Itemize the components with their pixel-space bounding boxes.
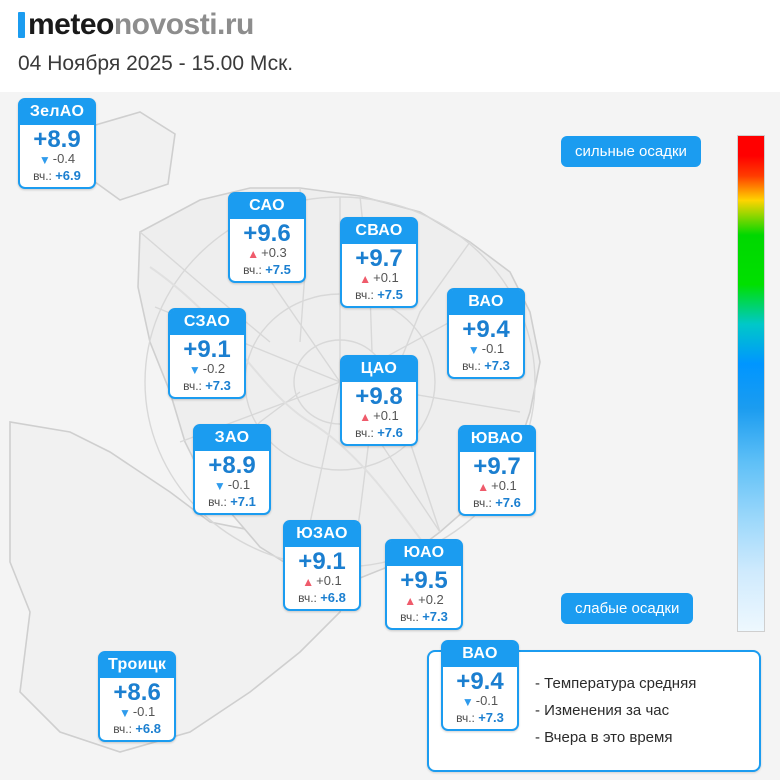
district-yesterday bbox=[460, 494, 534, 510]
district-box-vao[interactable] bbox=[447, 288, 525, 379]
arrow-up-icon: ▲ bbox=[302, 574, 315, 589]
legend-light-precip: слабые осадки bbox=[561, 593, 693, 624]
yesterday-value: +6.9 bbox=[55, 167, 81, 183]
district-change-value: +0.3 bbox=[261, 245, 287, 261]
yesterday-label: вч.: bbox=[243, 262, 262, 277]
district-temp: +9.7 bbox=[473, 453, 521, 480]
district-name: ЗелАО bbox=[20, 100, 94, 125]
district-box-troick[interactable] bbox=[98, 651, 176, 742]
district-temp: +9.5 bbox=[400, 567, 448, 594]
district-name: Троицк bbox=[100, 653, 174, 678]
district-yesterday bbox=[170, 377, 244, 393]
district-temp: +8.6 bbox=[113, 679, 161, 706]
district-name: ЦАО bbox=[342, 357, 416, 382]
district-yesterday bbox=[285, 589, 359, 605]
district-yesterday bbox=[449, 357, 523, 373]
district-yesterday bbox=[195, 493, 269, 509]
district-name: ВАО bbox=[443, 642, 517, 667]
district-box-yuvao[interactable] bbox=[458, 425, 536, 516]
district-box-zao[interactable] bbox=[193, 424, 271, 515]
district-name: СЗАО bbox=[170, 310, 244, 335]
district-temp: +9.6 bbox=[243, 220, 291, 247]
district-box-yuao[interactable] bbox=[385, 539, 463, 630]
district-change-value: -0.1 bbox=[227, 477, 251, 493]
district-change bbox=[443, 694, 517, 708]
arrow-down-icon: ▼ bbox=[188, 362, 201, 377]
report-datetime: 04 Ноября 2025 - 15.00 Мск. bbox=[18, 52, 294, 75]
district-change bbox=[20, 152, 94, 166]
yesterday-label: вч.: bbox=[183, 378, 202, 393]
district-yesterday bbox=[230, 261, 304, 277]
district-temp: +9.4 bbox=[456, 668, 504, 695]
district-temp: +8.9 bbox=[208, 452, 256, 479]
district-temp: +9.1 bbox=[298, 548, 346, 575]
yesterday-label: вч.: bbox=[113, 721, 132, 736]
yesterday-value: +7.3 bbox=[484, 357, 510, 373]
district-temp: +9.4 bbox=[462, 316, 510, 343]
logo-text-light: novosti.ru bbox=[113, 8, 254, 41]
district-name: ЮАО bbox=[387, 541, 461, 566]
district-yesterday bbox=[342, 424, 416, 440]
legend-line-change: - Изменения за час bbox=[535, 702, 670, 719]
district-change bbox=[195, 478, 269, 492]
district-name: ЮЗАО bbox=[285, 522, 359, 547]
district-box-szao[interactable] bbox=[168, 308, 246, 399]
arrow-down-icon: ▼ bbox=[461, 694, 474, 709]
arrow-up-icon: ▲ bbox=[477, 479, 490, 494]
yesterday-value: +7.5 bbox=[265, 261, 291, 277]
district-change bbox=[342, 409, 416, 423]
legend-line-temp: - Температура средняя bbox=[535, 675, 697, 692]
legend-heavy-precip: сильные осадки bbox=[561, 136, 701, 167]
yesterday-label: вч.: bbox=[33, 168, 52, 183]
district-box-svao[interactable] bbox=[340, 217, 418, 308]
district-box-zelao[interactable] bbox=[18, 98, 96, 189]
district-change-value: -0.4 bbox=[52, 151, 76, 167]
district-yesterday bbox=[100, 720, 174, 736]
yesterday-value: +7.1 bbox=[230, 493, 256, 509]
district-name: ЮВАО bbox=[460, 427, 534, 452]
arrow-up-icon: ▲ bbox=[359, 271, 372, 286]
district-name: ЗАО bbox=[195, 426, 269, 451]
district-change bbox=[342, 271, 416, 285]
arrow-up-icon: ▲ bbox=[247, 246, 260, 261]
arrow-down-icon: ▼ bbox=[467, 342, 480, 357]
district-yesterday bbox=[387, 608, 461, 624]
yesterday-label: вч.: bbox=[298, 590, 317, 605]
moscow-map[interactable] bbox=[0, 92, 780, 780]
yesterday-label: вч.: bbox=[462, 358, 481, 373]
district-change-value: -0.1 bbox=[481, 341, 505, 357]
district-change bbox=[460, 479, 534, 493]
district-change-value: +0.2 bbox=[418, 592, 444, 608]
legend-line-yesterday: - Вчера в это время bbox=[535, 729, 673, 746]
logo-text-bold: meteo bbox=[28, 8, 114, 41]
yesterday-value: +7.3 bbox=[422, 608, 448, 624]
district-change bbox=[387, 593, 461, 607]
yesterday-label: вч.: bbox=[355, 287, 374, 302]
yesterday-label: вч.: bbox=[400, 609, 419, 624]
yesterday-value: +6.8 bbox=[320, 589, 346, 605]
arrow-up-icon: ▲ bbox=[404, 593, 417, 608]
logo-mark-icon bbox=[18, 12, 25, 38]
arrow-down-icon: ▼ bbox=[213, 478, 226, 493]
yesterday-value: +7.3 bbox=[205, 377, 231, 393]
district-name: СВАО bbox=[342, 219, 416, 244]
yesterday-value: +7.5 bbox=[377, 286, 403, 302]
district-box-sao[interactable] bbox=[228, 192, 306, 283]
legend-description bbox=[535, 670, 696, 751]
district-change-value: +0.1 bbox=[316, 573, 342, 589]
yesterday-label: вч.: bbox=[473, 495, 492, 510]
site-logo[interactable] bbox=[18, 8, 254, 42]
yesterday-value: +6.8 bbox=[135, 720, 161, 736]
arrow-up-icon: ▲ bbox=[359, 409, 372, 424]
arrow-down-icon: ▼ bbox=[118, 705, 131, 720]
district-yesterday bbox=[342, 286, 416, 302]
district-change bbox=[285, 574, 359, 588]
arrow-down-icon: ▼ bbox=[38, 152, 51, 167]
district-change bbox=[170, 362, 244, 376]
district-box-cao[interactable] bbox=[340, 355, 418, 446]
district-name: ВАО bbox=[449, 290, 523, 315]
district-change-value: +0.1 bbox=[373, 270, 399, 286]
district-temp: +9.1 bbox=[183, 336, 231, 363]
district-change bbox=[100, 705, 174, 719]
yesterday-label: вч.: bbox=[355, 425, 374, 440]
district-temp: +8.9 bbox=[33, 126, 81, 153]
legend-sample-box bbox=[441, 640, 519, 731]
district-box-yuzao[interactable] bbox=[283, 520, 361, 611]
district-temp: +9.8 bbox=[355, 383, 403, 410]
yesterday-label: вч.: bbox=[208, 494, 227, 509]
yesterday-value: +7.6 bbox=[377, 424, 403, 440]
precipitation-color-scale bbox=[737, 135, 765, 632]
district-yesterday bbox=[443, 709, 517, 725]
district-change bbox=[449, 342, 523, 356]
legend-panel bbox=[427, 645, 761, 772]
district-change bbox=[230, 246, 304, 260]
district-yesterday bbox=[20, 167, 94, 183]
district-change-value: +0.1 bbox=[491, 478, 517, 494]
district-change-value: -0.1 bbox=[132, 704, 156, 720]
district-name: САО bbox=[230, 194, 304, 219]
district-change-value: -0.1 bbox=[475, 693, 499, 709]
district-temp: +9.7 bbox=[355, 245, 403, 272]
district-change-value: +0.1 bbox=[373, 408, 399, 424]
district-change-value: -0.2 bbox=[202, 361, 226, 377]
yesterday-label: вч.: bbox=[456, 710, 475, 725]
yesterday-value: +7.3 bbox=[478, 709, 504, 725]
yesterday-value: +7.6 bbox=[495, 494, 521, 510]
